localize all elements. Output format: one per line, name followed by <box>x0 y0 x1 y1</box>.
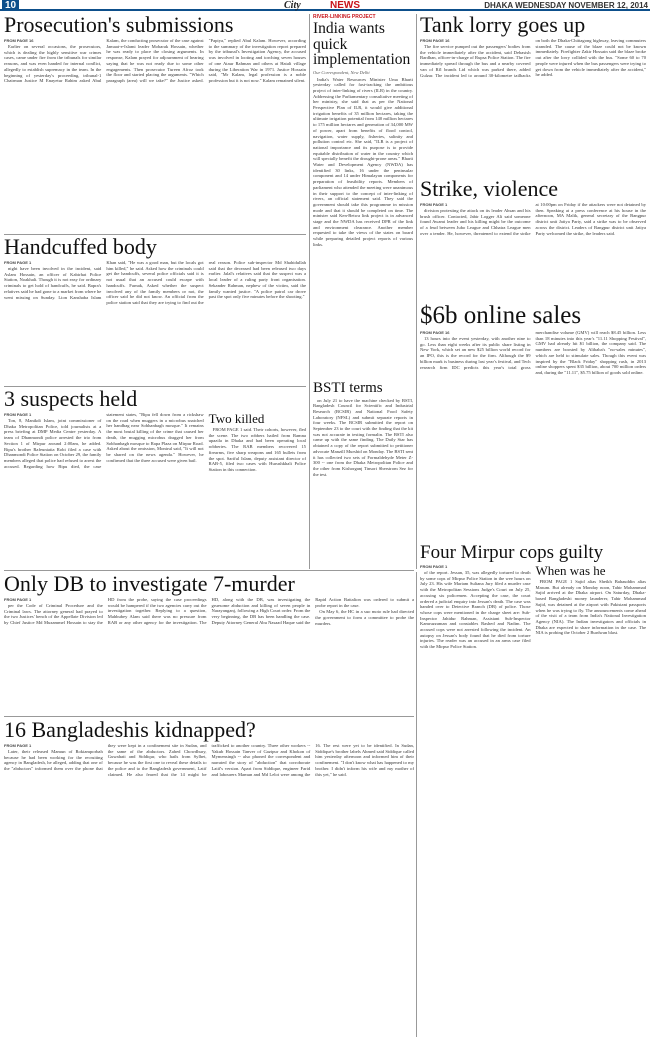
dateline: FROM PAGE 1 <box>4 412 32 417</box>
section-city-label: City <box>284 0 301 11</box>
story-body: FROM PAGE 1 Sajid alias Sheikh Bahauddin alias Masum. But already on Monday noon, Tahir Mohammad Sajid arrived at the Dhaka airport. On Saturday, Dhaka-based Bangladeshi money launderer, Tahir Mohammad Sajid, was detained at the airport with Pakistani passports when he was trying to fly. The announcements come ahead of the visit of a team from India's National Investigation Agency (NIA). The Indian investigators and officials in Dhaka are expected to share information in the case. The NIA is probing the October 2 Burdwan blast. <box>535 579 646 636</box>
subhead-when-was-he: When was he <box>535 563 606 578</box>
column-rule <box>309 14 310 569</box>
kicker-river-linking: RIVER-LINKING PROJECT <box>313 14 376 20</box>
story-body: Later, their released Mamun of Rokiamporbah because he had been working for the recruiting agency in Bangladesh, he alleged, adding that one of the "abductors" informed them over the phone that they were kept in a confinement site in Sudan, and the same of the abductors. Zahed Chowdhury, Guwahati and Siddiqur, who hails from Sylhet, because he was the first one to reveal these details to the police and to the Bangladesh government, Latif claimed. He also feared that the 14 might be trafficked to another country. Three other workers -- Yakub Hossain Tanver of Gazipur and Khokon of Mymensingh -- also phoned the correspondent and narrated the story of "abduction" that corroborate Latif's version. Apart from Siddique, engineer Farid and labourers Mamun and Md Lelot were among the 16. The rest were yet to be identified. In Sudan, Siddique's brother labels Ahmed said Siddique called him yesterday afternoon and informed him of their confinement. "I don't know what has happened to my brother. I didn't inform his wife and my mother of this yet," he said. <box>4 743 414 777</box>
dateline: FROM PAGE 16 <box>4 38 34 43</box>
story-strike-violence <box>420 178 646 298</box>
dateline: FROM PAGE 1 <box>420 202 448 207</box>
headline-strike-violence: Strike, violence <box>420 178 559 201</box>
dateline: FROM PAGE 1 <box>4 597 32 602</box>
story-body: The fire service pumped out the passengers' bodies from the vehicle immediately after the accident, said Debasish Bardhan, officer-in-charge of Rupsa Police Station. The fire immediately spread through the bus and a nearby covered van of Rfl brands Ltd which was parked there, added Gulzar. The incident led to around 30-kilometre tailbacks on both the Dhaka-Chittagong highway, leaving commuters stranded. The cause of the blaze could not be known immediately. Firefighter Zakir Hossain said the blaze broke out after the lorry collided with the bus. "Some 60 to 70 people were injured when the bus passengers were trying to get down from the vehicle immediately after the accident," he added. <box>420 38 646 78</box>
story-body-extra: On May 6, the HC in a suo moto rule had directed the government to form a committee to probe the murders. <box>315 609 414 626</box>
dateline: FROM PAGE 1 <box>4 743 32 748</box>
story-river-linking <box>313 14 413 567</box>
column-rule <box>416 572 417 1037</box>
story-body: division protesting the attack on its leader Ahsan and his brush officer. Contacted, Jabir Logger Ali said someone found Awami leader and his killing might be the outcome of a feud between Jubo League and Chhatra League men over a tender. He, however, threatened to extend the strike at 10:00pm on Friday if the attackers were not detained by then. Speaking at a press conference at his house in the afternoon, MA Malik, general secretary of the Bangpur district unit Jatiya Party, said a strike was to be observed across the district. Leaders of Bangpur district unit Jatiya Party welcomed the strike, the leaders said. <box>420 202 646 236</box>
story-body: Ton, 8, Manikdi Islam, joint commissioner of Dhaka Metropolitan Police, told journalists at a press briefing at DMP Media Centre yesterday. A team of Dhanmondi police arrested the trio from Section 1 of Mirpur around 2:00am, he added. Bipu's brother Rafeuniatia Robi filed a case with Dhanmondi Police Station on October 29, the family members alleged that police had refused to arrest the accused. Regarding how Bipu died, the case statement states, "Bipu fell down from a rickshaw on the road when muggers in a microbus snatched her handbag near Sobhanbagh mosque." It remains the most brutal killing of the crime that caused her death, the mugging microbus dragged her from Sobhanbagh mosque to Rapa Plaza on Mirpur Road. Asked about the omission, Monirul said, "It will not be shared on the news agenda." However, he confirmed that the three accused were given bail. <box>4 412 204 469</box>
headline-six-billion: $6b online sales <box>420 303 582 329</box>
byline: Our Correspondent, New Delhi <box>313 69 370 75</box>
headline-river-linking: India wants quick implementation <box>313 20 411 68</box>
headline-sixteen-kidnapped: 16 Bangladeshis kidnapped? <box>4 719 256 742</box>
story-six-billion <box>420 303 646 538</box>
story-handcuffed <box>4 236 306 384</box>
subhead-two-killed: Two killed <box>208 411 265 426</box>
story-body: 13 hours into the event yesterday, with another nine to go. Less than eight weeks after its public share listing in New York, which set an new $25 billion world record for an IPO, this is the record for the firm. Although the $9 billion mark is business during last year's festival, and Tech research firm IDC predicts this year's total gross merchandise volume (GMV) will reach $8.45 billion. Less than 18 minutes into this year's "11.11 Shopping Festival", GMV had already hit $1 billion, the company said. The numbers are boosted by Alibaba's "no-sales minutes", which are held to stimulate sales. Though this event was inspired by the "Black Friday" shopping rush, in 2013 online shoppers spent $35 billion, about 700 million orders and, during the "11.11", $5.75 billion of goods sold online. <box>420 330 646 375</box>
headline-db-murder: Only DB to investigate 7-murder <box>4 573 295 596</box>
section-rule <box>4 716 414 717</box>
masthead <box>0 0 650 11</box>
story-body: night have been involved in the incident, said Aslam Hossain, an officer of Kabirhat Police Station, Noakhali. Though it is not easy for ordinary criminals to get hold of handcuffs, he said. Bapra's relatives said he had gone to a market from where he went missing on Sunday. Lion Kanshaba Islam Khan said, "He was a good man, but the locals got him killed," he said. Asked how the criminals could get the handcuffs, several police officials said it is not usual that an accused could escape with handcuffs. Farnak, Asked whether the suspect involved any of the family members or not, the officer said he did not know. An official from the police station said that they are trying to find out the real reason. Police sub-inspector Md Shahidullah said that the deceased had been released two days earlier. Jalal's relatives said that the suspect was a local leader of a ruling party front organisation. Sekander Rahman, nephew of the victim, said the family wanted justice. "A police patrol car drove past the spot only five minutes before the shooting." <box>4 260 306 305</box>
section-rule <box>4 234 306 235</box>
date-line: DHAKA WEDNESDAY NOVEMBER 12, 2014 <box>484 1 648 10</box>
story-three-suspects <box>4 388 306 568</box>
story-body: India's Water Resources Minister Uma Bharti yesterday called for fast-tracking the ambitious project of inter-linking of rivers (ILR) in the country. Addressing the Parliamentary consultative meeting of her ministry, she said that as per the National Perspective Plan of ILR, it would give additional irrigation benefits of 35 million hectares, taking the ultimate irrigation potential from 140 million hectares to 175 million hectares and generation of 34,000 MW of power, apart from benefits of flood control, navigation, water supply, fisheries, salinity and pollution control etc. She said, "ILR is a project of national importance and its purpose is to provide equitable distribution of water in the country which will specially benefit the drought-prone areas." Bharti Water and Development Agency (NWDA) has identified 30 links, 16 under the peninsular component and 14 under Himalayan components for preparation of feasibility reports. Members of parliament who attended the meeting were unanimous in their support to the concept of inter-linking of rivers, an official statement said. They said the government should take this programme in mission mode and that it should be completed on time. The minister said Ken-Betwa link project is in advanced stage and the NWDA has received DPR of the link and environment clearance. Another member requested to take the views of the states on board while preparing detailed project reports of various links. <box>313 76 413 247</box>
subhead-bsti-terms: BSTI terms <box>313 379 383 396</box>
headline-tank-lorry: Tank lorry goes up <box>420 14 586 37</box>
column-rule <box>416 14 417 569</box>
story-body: FROM PAGE 1 said. Their cohorts, however, fled the scene. The two robbers hailed from Ramna upazila in Dhaka and had been operating local robberies. The RAB members recovered 15 firearms, five sharp weapons and 165 bullets from the spot. Sariful Islam, deputy assistant director of RAB-5, filed two cases with Hurushkhali Police Station in this connection. <box>208 427 306 472</box>
dateline: FROM PAGE 1 <box>420 564 448 569</box>
page-number: 10 <box>2 0 19 11</box>
story-db-murder <box>4 573 414 713</box>
story-body: of the report. Jessan, 35, was allegedly tortured to death by some cops of Mirpur Police Station in the wee hours on July 23. His wife Mariam Sultana Jury filed a murder case with the Metropolitan Sessions Judge's Court on July 25, accusing six policemen. Accepting the case, the court ordered a judicial enquiry into Jessan's death. The case was handed over to Detective Branch (DB) of police. Those whose cops were mentioned in the charge sheet are: Sub-Inspector Jahidur Rahman, Assistant Sub-Inspector Kamruzzaman and constables Rashed and Nadim. The accused cops were not arrested following the incident. An autopsy on Jessan's body found that he died from torture injuries. The reader was an accused in an arms case filed with the Mirpur Police Station. <box>420 570 531 650</box>
headline-prosecution: Prosecution's submissions <box>4 14 234 37</box>
headline-handcuffed: Handcuffed body <box>4 236 157 259</box>
story-body: per the Code of Criminal Procedure and the Criminal laws. The attorney general had prayed to the two Justices' bench of the Appellate Division led by Chief Justice Md Muzammel Hossain to stay the HD from the probe, saying the case proceedings would be hampered if the two agencies carry out the investigation together. Replying to a question, Mahbubey Alam said there was no pressure from RAB or any other agency for the investigation. The HD, along with the DB, was investigating the gruesome abduction and killing of seven people in Narayanganj, following a High Court order. From the very beginning, the DB has been handling the case. Deputy Attorney General Abu Nasaad Haque said the Rapid Action Battalion was ordered to submit a probe report in the case. <box>4 597 414 626</box>
section-rule <box>4 570 414 571</box>
story-sixteen-kidnapped <box>4 719 414 1037</box>
section-news-label: NEWS <box>330 0 360 11</box>
headline-three-suspects: 3 suspects held <box>4 388 138 411</box>
dateline: FROM PAGE 1 <box>4 260 32 265</box>
story-prosecution <box>4 14 306 234</box>
dateline: FROM PAGE 16 <box>420 330 450 335</box>
story-body: Earlier on several occasions, the prosecutors, which is dealing the highly sensitive war crimes cases, came under fire from the tribunals for similar reasons, and was even handed for internal conflict, allegedly to establish supremacy in the team. In the beginning of yesterday's proceeding, tribunal-1 Chairman Justice M Enayetur Rahim asked Abul Kalam, the conducting prosecutor of the case against Jamaat-e-Islami leader Mobarak Hossain, whether he was ready to place the closing arguments. In response, Kalam prayed for adjournment of hearing saying that he was not ready due to some other engagements. Then prosecutor Tureen Afroz took the floor and started placing the arguments. "Which paragraph (area) will we take?" the Justice asked. "Papiya," replied Abul Kalam. However, according to the summary of the investigation report prepared by the tribunal's Investigation Agency, the accused was involved in looting and torching seven houses of one Ataur Rahman and others at Hatali village during the Liberation War in 1971. Justice Hossain said, "Mr Kalam, legal profession is a noble profession but it is not now." Kalam remained silent. <box>4 38 306 84</box>
story-body: on July 21 to have the machine checked by BSTI, Bangladesh Council for Scientific and Industrial Research (BCSIR) and National Food Safety Laboratory (NFSL) and submit separate reports in four weeks. The BCSIR submitted the report on September 23 to the court with the finding that the kit was not accurate in testing formalin. The BSTI also came up with the same finding. The Daily Star has obtained a copy of the report submitted to petitioner advocate Manzill Murshid on Monday. The BSTI sent it has collected two sets of Formaldehyde Meter Z-300 -- one from the Dhaka Metropolitan Police and the other from Kishorganj Tinsori Sherstrom Sez for the test. <box>313 397 413 477</box>
story-tank-lorry <box>420 14 646 174</box>
section-rule <box>4 386 306 387</box>
headline-four-mirpur: Four Mirpur cops guilty <box>420 543 604 563</box>
dateline: FROM PAGE 16 <box>420 38 450 43</box>
story-four-mirpur <box>420 543 646 1037</box>
